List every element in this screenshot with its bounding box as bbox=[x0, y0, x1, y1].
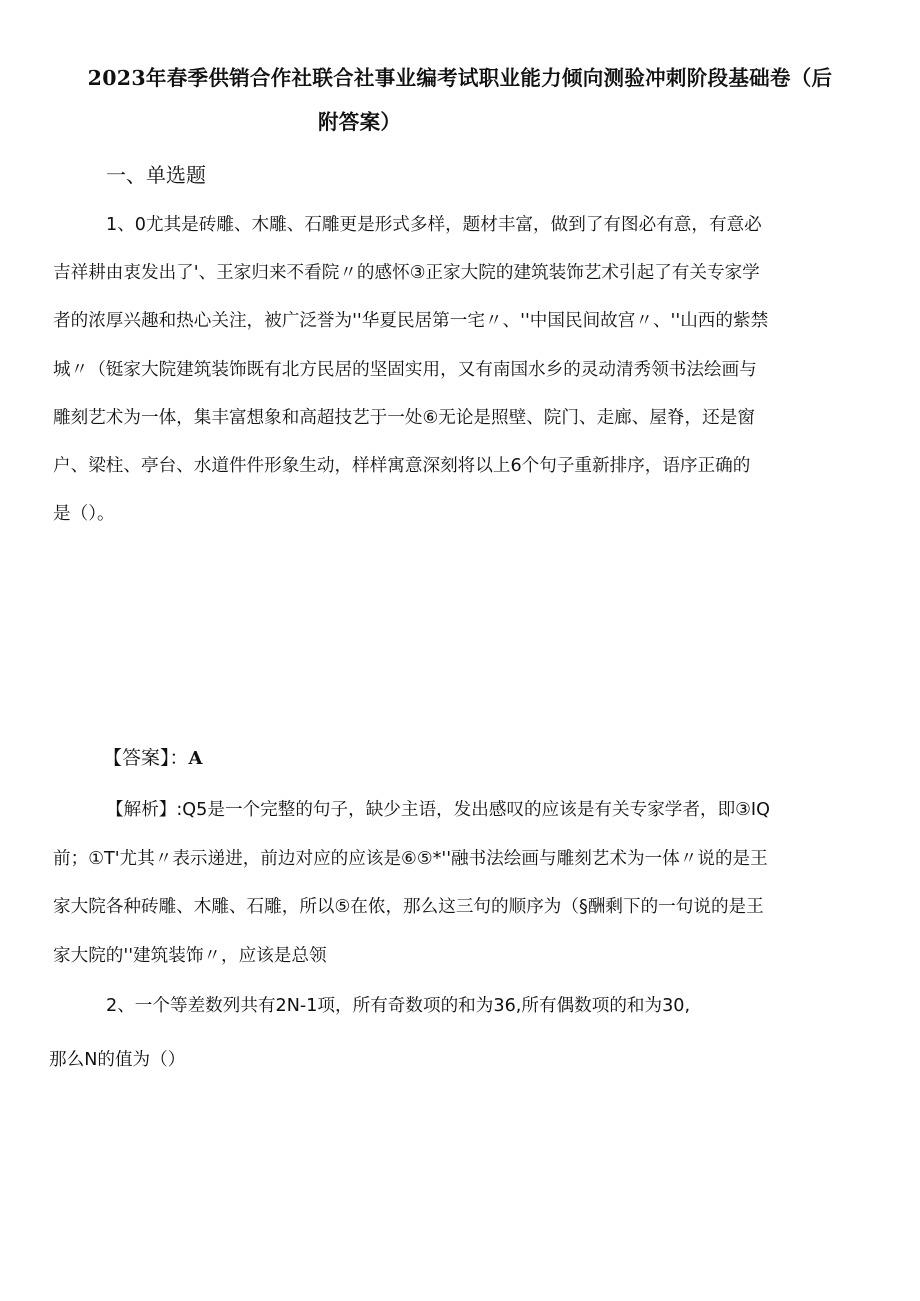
question-2-line-1: 2、一个等差数列共有2N-1项，所有奇数项的和为36,所有偶数项的和为30, bbox=[106, 996, 691, 1016]
analysis-text bbox=[53, 786, 869, 980]
question-2-line-2: 那么N的值为（） bbox=[49, 1050, 186, 1070]
answer-value: A bbox=[188, 748, 203, 769]
analysis-line: 家大院各种砖雕、木雕、石雕，所以⑤在侬，那么这三句的顺序为（§酬剩下的一句说的是王 bbox=[53, 897, 764, 918]
title-line-2: 附答案） bbox=[318, 110, 402, 134]
document-title bbox=[40, 56, 880, 144]
question-1-line: 户、梁柱、亭台、水道件件形象生动，样样寓意深刻将以上6个句子重新排序，语序正确的 bbox=[53, 456, 751, 477]
analysis-line: 前；①T'尤其〃表示递进，前边对应的应该是⑥⑤*''融书法绘画与雕刻艺术为一体〃说的是王 bbox=[53, 848, 768, 869]
analysis-line: 家大院的''建筑装饰〃，应该是总领 bbox=[53, 945, 327, 966]
answer-label: 【答案】： bbox=[103, 747, 189, 769]
question-1-line: 是（）。 bbox=[53, 504, 115, 525]
question-1-line: 吉祥耕由衷发出了'、王家归来不看院〃的感怀③正家大院的建筑装饰艺术引起了有关专家学 bbox=[53, 263, 760, 284]
section-heading: 一、单选题 bbox=[106, 163, 206, 187]
analysis-line: 【解析】:Q5是一个完整的句子，缺少主语，发出感叹的应该是有关专家学者，即③IQ bbox=[106, 800, 770, 820]
answer-line bbox=[103, 738, 202, 779]
question-1-line: 雕刻艺术为一体，集丰富想象和高超技艺于一处⑥无论是照壁、院门、走廊、屋脊，还是窗 bbox=[53, 407, 755, 428]
question-1-text bbox=[53, 201, 869, 538]
question-1-line: 城〃（铤家大院建筑装饰既有北方民居的坚固实用，又有南国水乡的灵动清秀领书法绘画与 bbox=[53, 359, 757, 380]
question-1-line: 者的浓厚兴趣和热心关注，被广泛誉为''华夏民居第一宅〃、''中国民间故宫〃、''山西的紫禁 bbox=[53, 311, 769, 332]
title-line-1: 2023年春季供销合作社联合社事业编考试职业能力倾向测验冲刺阶段基础卷（后 bbox=[87, 66, 833, 90]
question-1-line: 1、0尤其是砖雕、木雕、石雕更是形式多样，题材丰富，做到了有图必有意，有意必 bbox=[106, 215, 762, 235]
